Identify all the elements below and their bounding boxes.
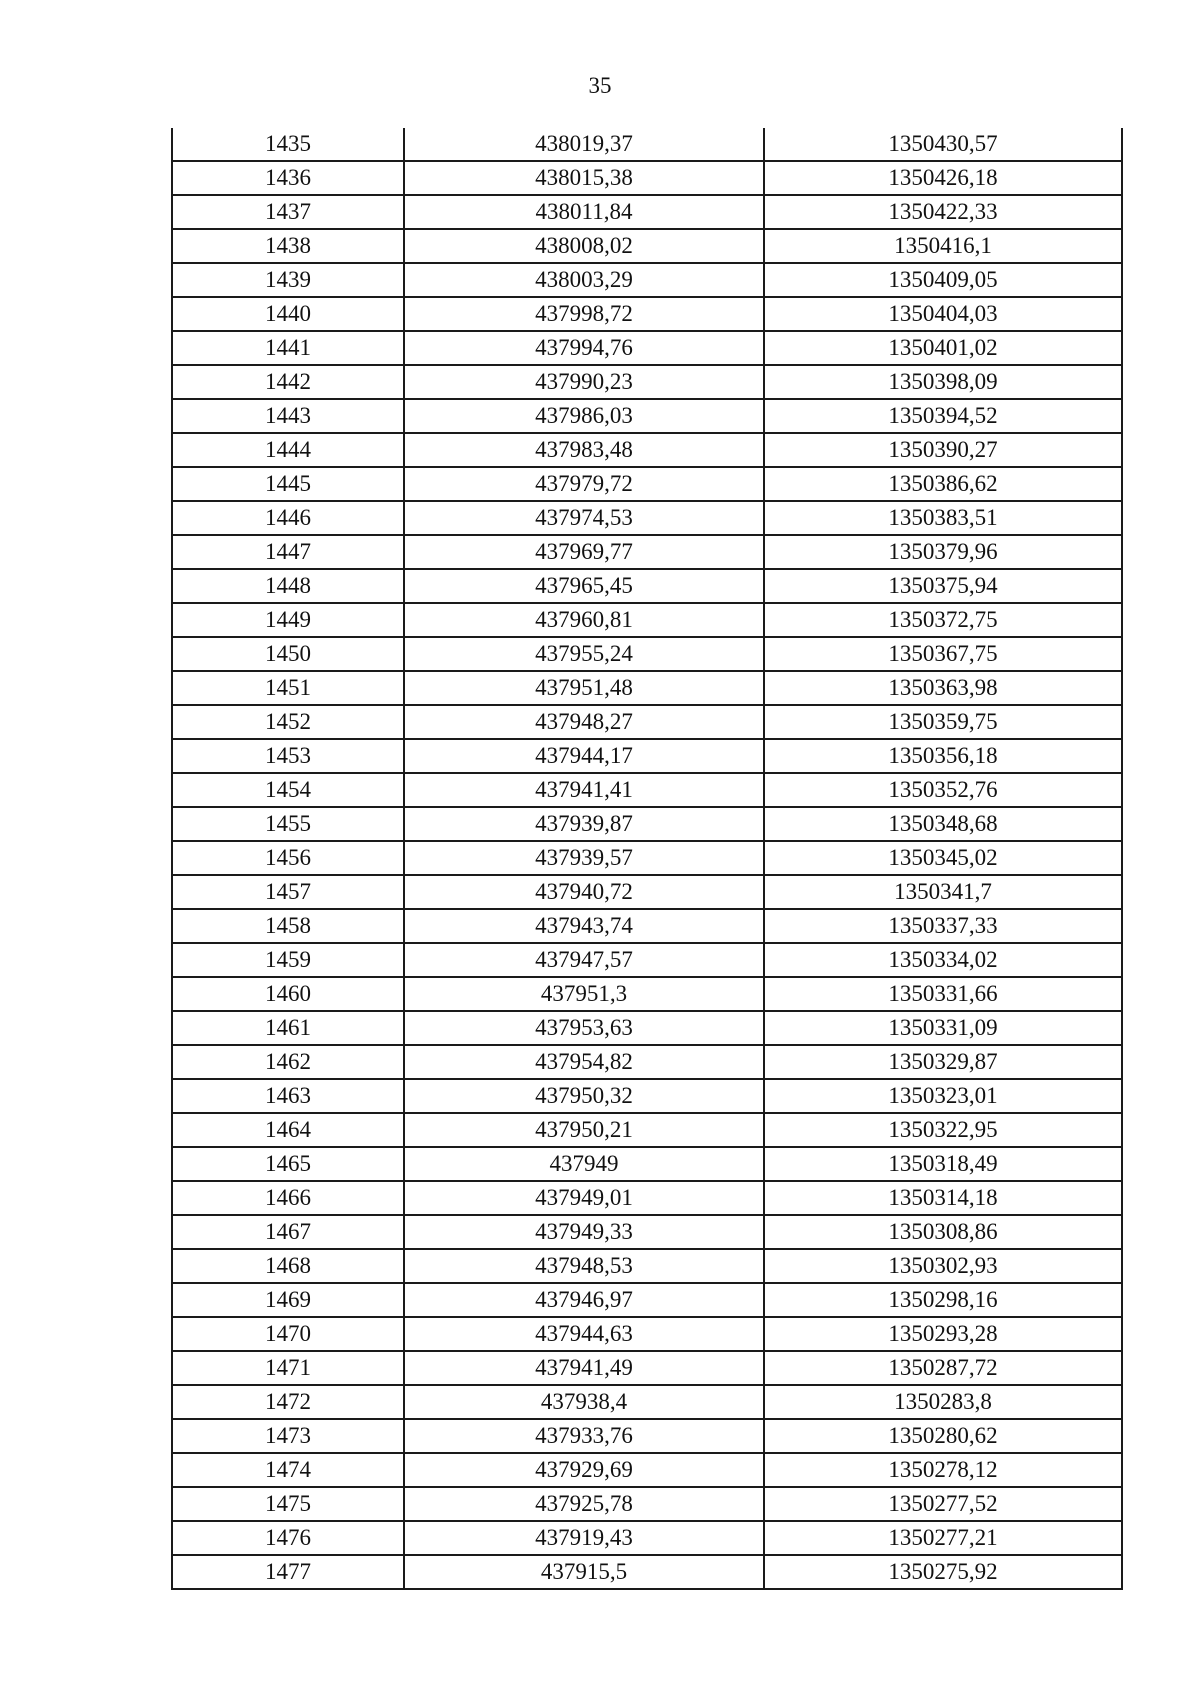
x-coordinate-cell: 437965,45 [404,569,764,603]
y-coordinate-cell: 1350404,03 [764,297,1122,331]
x-coordinate-cell: 437994,76 [404,331,764,365]
point-number-cell: 1443 [172,399,404,433]
point-number-cell: 1448 [172,569,404,603]
y-coordinate-cell: 1350409,05 [764,263,1122,297]
table-row [172,909,1122,943]
point-number-cell: 1476 [172,1521,404,1555]
point-number-cell: 1460 [172,977,404,1011]
y-coordinate-cell: 1350359,75 [764,705,1122,739]
point-number-cell: 1437 [172,195,404,229]
y-coordinate-cell: 1350394,52 [764,399,1122,433]
point-number-cell: 1456 [172,841,404,875]
x-coordinate-cell: 437938,4 [404,1385,764,1419]
x-coordinate-cell: 437949,33 [404,1215,764,1249]
table-row [172,1521,1122,1555]
y-coordinate-cell: 1350398,09 [764,365,1122,399]
y-coordinate-cell: 1350329,87 [764,1045,1122,1079]
table-row [172,807,1122,841]
y-coordinate-cell: 1350422,33 [764,195,1122,229]
y-coordinate-cell: 1350345,02 [764,841,1122,875]
x-coordinate-cell: 437943,74 [404,909,764,943]
y-coordinate-cell: 1350331,09 [764,1011,1122,1045]
y-coordinate-cell: 1350302,93 [764,1249,1122,1283]
table-row [172,263,1122,297]
x-coordinate-cell: 437950,32 [404,1079,764,1113]
y-coordinate-cell: 1350314,18 [764,1181,1122,1215]
x-coordinate-cell: 438003,29 [404,263,764,297]
x-coordinate-cell: 437941,41 [404,773,764,807]
y-coordinate-cell: 1350283,8 [764,1385,1122,1419]
point-number-cell: 1451 [172,671,404,705]
y-coordinate-cell: 1350293,28 [764,1317,1122,1351]
y-coordinate-cell: 1350375,94 [764,569,1122,603]
point-number-cell: 1459 [172,943,404,977]
x-coordinate-cell: 437986,03 [404,399,764,433]
y-coordinate-cell: 1350383,51 [764,501,1122,535]
x-coordinate-cell: 437983,48 [404,433,764,467]
x-coordinate-cell: 437969,77 [404,535,764,569]
x-coordinate-cell: 437951,3 [404,977,764,1011]
y-coordinate-cell: 1350379,96 [764,535,1122,569]
table-row [172,1147,1122,1181]
y-coordinate-cell: 1350372,75 [764,603,1122,637]
x-coordinate-cell: 437949 [404,1147,764,1181]
x-coordinate-cell: 437946,97 [404,1283,764,1317]
x-coordinate-cell: 438011,84 [404,195,764,229]
table-row [172,1419,1122,1453]
x-coordinate-cell: 437939,87 [404,807,764,841]
y-coordinate-cell: 1350287,72 [764,1351,1122,1385]
point-number-cell: 1450 [172,637,404,671]
table-row [172,229,1122,263]
table-row [172,1113,1122,1147]
y-coordinate-cell: 1350401,02 [764,331,1122,365]
x-coordinate-cell: 437929,69 [404,1453,764,1487]
table-row [172,943,1122,977]
y-coordinate-cell: 1350367,75 [764,637,1122,671]
table-row [172,1011,1122,1045]
table-row [172,331,1122,365]
x-coordinate-cell: 437990,23 [404,365,764,399]
y-coordinate-cell: 1350356,18 [764,739,1122,773]
y-coordinate-cell: 1350318,49 [764,1147,1122,1181]
point-number-cell: 1464 [172,1113,404,1147]
table-row [172,1045,1122,1079]
y-coordinate-cell: 1350352,76 [764,773,1122,807]
point-number-cell: 1446 [172,501,404,535]
table-row [172,1351,1122,1385]
x-coordinate-cell: 437947,57 [404,943,764,977]
table-row [172,1215,1122,1249]
y-coordinate-cell: 1350298,16 [764,1283,1122,1317]
x-coordinate-cell: 437954,82 [404,1045,764,1079]
x-coordinate-cell: 437944,63 [404,1317,764,1351]
table-row [172,1487,1122,1521]
point-number-cell: 1465 [172,1147,404,1181]
x-coordinate-cell: 437949,01 [404,1181,764,1215]
table-row [172,161,1122,195]
y-coordinate-cell: 1350308,86 [764,1215,1122,1249]
table-row [172,773,1122,807]
y-coordinate-cell: 1350275,92 [764,1555,1122,1589]
x-coordinate-cell: 437979,72 [404,467,764,501]
point-number-cell: 1454 [172,773,404,807]
table-row [172,1079,1122,1113]
table-row [172,637,1122,671]
x-coordinate-cell: 438019,37 [404,128,764,161]
point-number-cell: 1444 [172,433,404,467]
table-row [172,603,1122,637]
x-coordinate-cell: 437933,76 [404,1419,764,1453]
point-number-cell: 1463 [172,1079,404,1113]
table-row [172,671,1122,705]
table-row [172,1555,1122,1589]
y-coordinate-cell: 1350337,33 [764,909,1122,943]
y-coordinate-cell: 1350426,18 [764,161,1122,195]
table-row [172,977,1122,1011]
point-number-cell: 1470 [172,1317,404,1351]
x-coordinate-cell: 437941,49 [404,1351,764,1385]
x-coordinate-cell: 438015,38 [404,161,764,195]
table-row [172,467,1122,501]
point-number-cell: 1441 [172,331,404,365]
point-number-cell: 1475 [172,1487,404,1521]
point-number-cell: 1473 [172,1419,404,1453]
table-row [172,739,1122,773]
x-coordinate-cell: 438008,02 [404,229,764,263]
point-number-cell: 1457 [172,875,404,909]
x-coordinate-cell: 437939,57 [404,841,764,875]
table-row [172,1181,1122,1215]
point-number-cell: 1462 [172,1045,404,1079]
y-coordinate-cell: 1350322,95 [764,1113,1122,1147]
x-coordinate-cell: 437915,5 [404,1555,764,1589]
point-number-cell: 1438 [172,229,404,263]
x-coordinate-cell: 437998,72 [404,297,764,331]
point-number-cell: 1440 [172,297,404,331]
point-number-cell: 1458 [172,909,404,943]
y-coordinate-cell: 1350341,7 [764,875,1122,909]
table-row [172,841,1122,875]
table-row [172,705,1122,739]
point-number-cell: 1477 [172,1555,404,1589]
x-coordinate-cell: 437974,53 [404,501,764,535]
y-coordinate-cell: 1350416,1 [764,229,1122,263]
x-coordinate-cell: 437948,53 [404,1249,764,1283]
table-row [172,195,1122,229]
table-row [172,1283,1122,1317]
y-coordinate-cell: 1350278,12 [764,1453,1122,1487]
y-coordinate-cell: 1350430,57 [764,128,1122,161]
y-coordinate-cell: 1350277,21 [764,1521,1122,1555]
y-coordinate-cell: 1350386,62 [764,467,1122,501]
x-coordinate-cell: 437955,24 [404,637,764,671]
table-row [172,1385,1122,1419]
y-coordinate-cell: 1350390,27 [764,433,1122,467]
point-number-cell: 1474 [172,1453,404,1487]
y-coordinate-cell: 1350363,98 [764,671,1122,705]
point-number-cell: 1472 [172,1385,404,1419]
y-coordinate-cell: 1350334,02 [764,943,1122,977]
point-number-cell: 1467 [172,1215,404,1249]
y-coordinate-cell: 1350323,01 [764,1079,1122,1113]
point-number-cell: 1471 [172,1351,404,1385]
point-number-cell: 1452 [172,705,404,739]
x-coordinate-cell: 437944,17 [404,739,764,773]
point-number-cell: 1449 [172,603,404,637]
table-row [172,1453,1122,1487]
x-coordinate-cell: 437951,48 [404,671,764,705]
page-number: 35 [588,73,612,98]
coordinates-table [171,128,1123,1590]
table-row [172,501,1122,535]
table-row [172,399,1122,433]
table-row [172,365,1122,399]
y-coordinate-cell: 1350277,52 [764,1487,1122,1521]
x-coordinate-cell: 437919,43 [404,1521,764,1555]
table-row [172,569,1122,603]
point-number-cell: 1455 [172,807,404,841]
point-number-cell: 1466 [172,1181,404,1215]
table-row [172,1317,1122,1351]
point-number-cell: 1439 [172,263,404,297]
point-number-cell: 1436 [172,161,404,195]
point-number-cell: 1435 [172,128,404,161]
x-coordinate-cell: 437953,63 [404,1011,764,1045]
x-coordinate-cell: 437948,27 [404,705,764,739]
x-coordinate-cell: 437950,21 [404,1113,764,1147]
point-number-cell: 1442 [172,365,404,399]
table-row [172,433,1122,467]
y-coordinate-cell: 1350348,68 [764,807,1122,841]
table-row [172,535,1122,569]
point-number-cell: 1447 [172,535,404,569]
point-number-cell: 1469 [172,1283,404,1317]
y-coordinate-cell: 1350331,66 [764,977,1122,1011]
point-number-cell: 1453 [172,739,404,773]
point-number-cell: 1445 [172,467,404,501]
y-coordinate-cell: 1350280,62 [764,1419,1122,1453]
table-row [172,1249,1122,1283]
x-coordinate-cell: 437925,78 [404,1487,764,1521]
table-row [172,875,1122,909]
point-number-cell: 1461 [172,1011,404,1045]
x-coordinate-cell: 437940,72 [404,875,764,909]
x-coordinate-cell: 437960,81 [404,603,764,637]
table-row [172,128,1122,161]
table-body [172,128,1122,1589]
table-row [172,297,1122,331]
point-number-cell: 1468 [172,1249,404,1283]
